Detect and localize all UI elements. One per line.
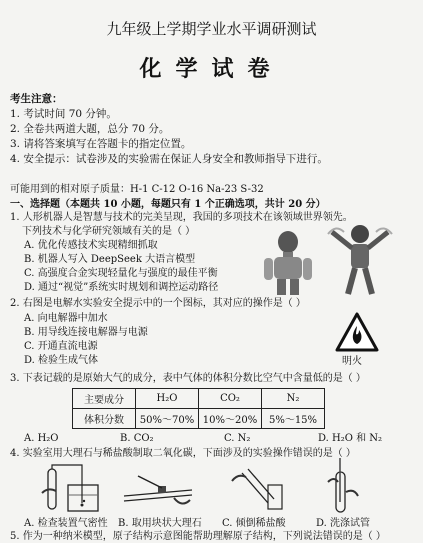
- table-header-cell: H₂O: [136, 389, 199, 409]
- table-cell: 体积分数: [73, 409, 136, 429]
- section1-heading: 一、选择题（本题共 10 小题，每题只有 1 个正确选项，共计 20 分）: [10, 199, 326, 210]
- q4-option-c: C. 倾倒稀盐酸: [222, 518, 286, 529]
- q5-stem-partial: 5. 作为一种纳米模型，原子结构示意图能帮助理解原子结构，下列说法错误的是（ ）: [10, 531, 386, 542]
- q2-option-c: C. 开通直流电源: [24, 341, 98, 352]
- pour-acid-image: [224, 463, 294, 515]
- q1-option-d: D. 通过“视觉”系统实时规划和调控运动路径: [24, 282, 219, 293]
- q3-option-b: B. CO₂: [120, 433, 154, 444]
- q3-option-c: C. N₂: [224, 433, 251, 444]
- table-cell: 50%～70%: [136, 409, 199, 429]
- q4-option-b: B. 取用块状大理石: [118, 518, 202, 529]
- exam-notes: [10, 92, 328, 167]
- atmosphere-table: [72, 388, 325, 429]
- note-item: 4. 安全提示：试卷涉及的实验需在保证人身安全和教师指导下进行。: [10, 153, 328, 165]
- take-marble-image: [118, 470, 198, 510]
- q3-options: [0, 432, 423, 446]
- q1-stem-line1: 1. 人形机器人是智慧与技术的完美呈现，我国的多项技术在该领域世界领先。: [10, 212, 353, 223]
- note-item: 1. 考试时间 70 分钟。: [10, 108, 117, 120]
- table-header-cell: 主要成分: [73, 389, 136, 409]
- q4-option-d: D. 洗涤试管: [316, 518, 371, 529]
- q4-stem: 4. 实验室用大理石与稀盐酸制取二氧化碳，下面涉及的实验操作错误的是（ ）: [10, 448, 356, 459]
- atomic-masses: 可能用到的相对原子质量：H-1 C-12 O-16 Na-23 S-32: [10, 184, 264, 195]
- q2-option-b: B. 用导线连接电解器与电源: [24, 327, 148, 338]
- q2-option-d: D. 检验生成气体: [24, 355, 99, 366]
- table-row: [73, 389, 325, 409]
- q2-stem: 2. 右图是电解水实验安全提示中的一个图标，其对应的操作是（ ）: [10, 298, 306, 309]
- q4-options: [0, 517, 423, 531]
- q4-option-a: A. 检查装置气密性: [24, 518, 108, 529]
- table-header-cell: CO₂: [199, 389, 262, 409]
- table-cell: 5%～15%: [262, 409, 325, 429]
- flame-icon-caption: 明火: [342, 356, 362, 367]
- q3-stem: 3. 下表记载的是原始大气的成分，表中气体的体积分数比空气中含量低的是（ ）: [10, 373, 366, 384]
- note-item: 3. 请将答案填写在答题卡的指定位置。: [10, 138, 192, 150]
- q1-option-a: A. 优化传感技术实现精细抓取: [24, 240, 158, 251]
- q1-options: [24, 239, 218, 295]
- q3-option-a: A. H₂O: [24, 433, 59, 444]
- table-row: [73, 409, 325, 429]
- q1-option-b: B. 机器人写入 DeepSeek 大语言模型: [24, 254, 196, 265]
- table-header-cell: N₂: [262, 389, 325, 409]
- q3-option-d: D. H₂O 和 N₂: [318, 433, 383, 444]
- table-cell: 10%～20%: [199, 409, 262, 429]
- open-flame-warning-icon: [335, 312, 379, 352]
- dancing-robot-image: [326, 222, 394, 298]
- humanoid-robot-image: [258, 228, 318, 296]
- note-item: 2. 全卷共两道大题，总分 70 分。: [10, 123, 170, 135]
- q2-option-a: A. 向电解器中加水: [24, 313, 108, 324]
- exam-title: 化学试卷: [139, 56, 284, 82]
- wash-test-tube-image: [318, 458, 368, 516]
- notes-heading: 考生注意：: [10, 93, 63, 105]
- airtightness-check-image: [38, 463, 102, 515]
- q2-options: [24, 312, 148, 368]
- q1-option-c: C. 高强度合金实现轻量化与强度的最佳平衡: [24, 268, 218, 279]
- q1-stem-line2: 下列技术与化学研究领域有关的是（ ）: [22, 226, 196, 237]
- exam-subtitle: 九年级上学期学业水平调研测试: [106, 20, 317, 38]
